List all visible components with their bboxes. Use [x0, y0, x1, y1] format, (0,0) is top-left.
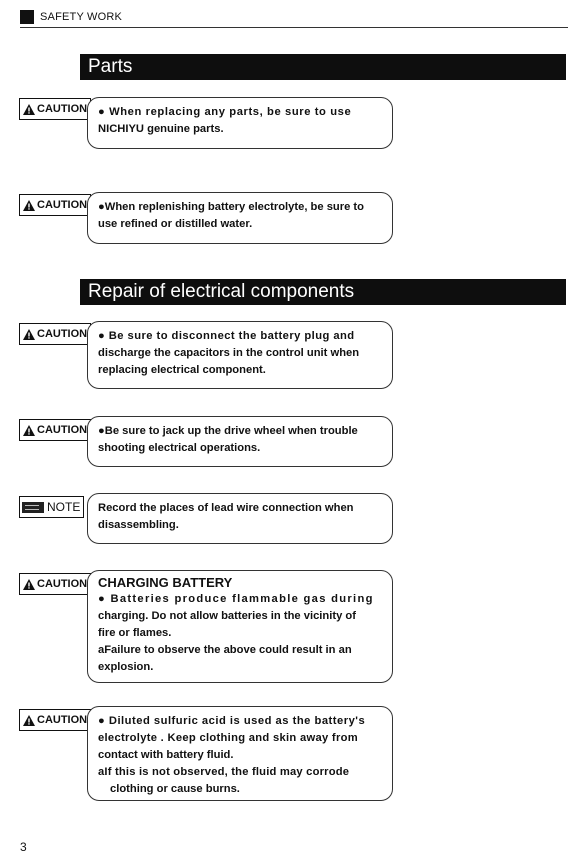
warning-icon [23, 104, 35, 115]
caution-label: CAUTION [37, 578, 88, 590]
notice-line: replacing electrical component. [98, 364, 266, 376]
notice-line: discharge the capacitors in the control unit when [98, 347, 360, 359]
caution-box-genuine-parts [87, 97, 393, 149]
caution-box-charging-battery [87, 570, 393, 683]
notice-line: ● Batteries produce flammable gas during [98, 593, 374, 605]
caution-label: CAUTION [37, 199, 88, 211]
caution-badge [19, 98, 91, 120]
notice-line: ● Diluted sulfuric acid is used as the battery's [98, 715, 366, 727]
warning-icon [23, 579, 35, 590]
caution-badge [19, 419, 91, 441]
caution-box-jack-up [87, 416, 393, 467]
notice-line: aIf this is not observed, the fluid may corrode [98, 766, 350, 778]
page-number: 3 [20, 840, 27, 854]
caution-label: CAUTION [37, 103, 88, 115]
caution-badge [19, 194, 91, 216]
notice-line: ● When replacing any parts, be sure to use [98, 106, 352, 118]
caution-box-sulfuric-acid [87, 706, 393, 801]
warning-icon [23, 715, 35, 726]
caution-box-electrolyte [87, 192, 393, 244]
header-section-title: SAFETY WORK [40, 11, 123, 23]
warning-icon [23, 425, 35, 436]
notice-line: ● Be sure to disconnect the battery plug and [98, 330, 355, 342]
notice-line: ●Be sure to jack up the drive wheel when trouble [98, 425, 358, 437]
notice-line: ●When replenishing battery electrolyte, be sure to [98, 201, 364, 213]
note-box-lead-wire [87, 493, 393, 544]
notice-line: clothing or cause burns. [110, 783, 240, 795]
note-badge [19, 496, 84, 518]
caution-badge [19, 573, 91, 595]
notice-line: use refined or distilled water. [98, 218, 253, 230]
notice-line: NICHIYU genuine parts. [98, 123, 224, 135]
notice-line: charging. Do not allow batteries in the vicinity of [98, 610, 356, 622]
notice-line: explosion. [98, 661, 154, 673]
notice-title: CHARGING BATTERY [98, 575, 233, 590]
caution-badge [19, 709, 91, 731]
page-header [20, 8, 568, 28]
notice-line: Record the places of lead wire connection when [98, 502, 354, 514]
caution-box-disconnect-battery [87, 321, 393, 389]
caution-badge [19, 323, 91, 345]
notice-line: fire or flames. [98, 627, 172, 639]
warning-icon [23, 329, 35, 340]
header-rule [20, 27, 568, 28]
notice-line: electrolyte . Keep clothing and skin away from [98, 732, 358, 744]
caution-label: CAUTION [37, 328, 88, 340]
header-marker [20, 10, 34, 24]
warning-icon [23, 200, 35, 211]
note-icon [22, 502, 44, 513]
section-heading-parts: Parts [80, 54, 566, 80]
caution-label: CAUTION [37, 424, 88, 436]
caution-label: CAUTION [37, 714, 88, 726]
notice-line: disassembling. [98, 519, 179, 531]
section-heading-repair-electrical: Repair of electrical components [80, 279, 566, 305]
notice-line: contact with battery fluid. [98, 749, 234, 761]
notice-line: aFailure to observe the above could result in an [98, 644, 352, 656]
notice-line: shooting electrical operations. [98, 442, 261, 454]
note-label: NOTE [47, 500, 81, 514]
